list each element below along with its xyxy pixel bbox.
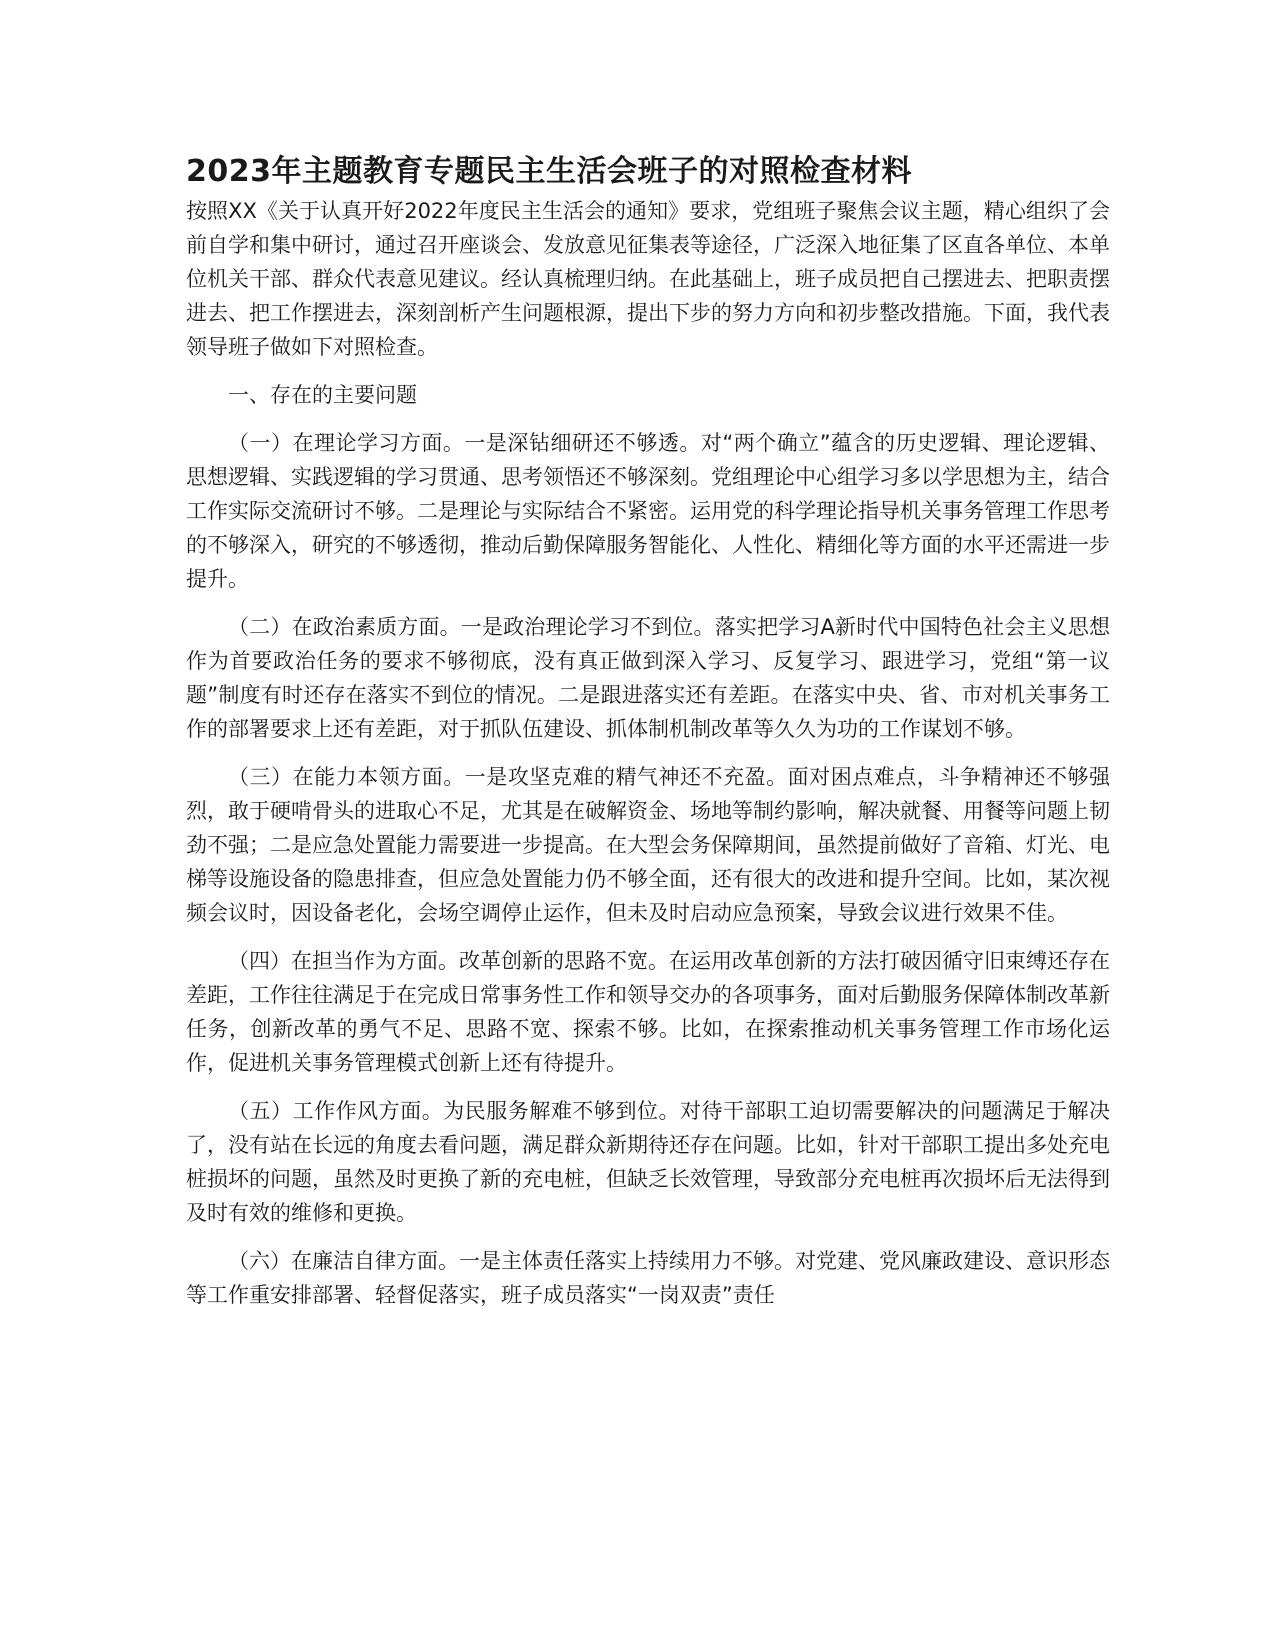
intro-paragraph: 按照XX《关于认真开好2022年度民主生活会的通知》要求，党组班子聚焦会议主题，精心组织了会前自学和集中研讨，通过召开座谈会、发放意见征集表等途径，广泛深入地征集了区直各单位、本单位机关干部、群众代表意见建议。经认真梳理归纳。在此基础上，班子成员把自己摆进去、把职责摆进去、把工作摆进去，深刻剖析产生问题根源，提出下步的努力方向和初步整改措施。下面，我代表领导班子做如下对照检查。: [186, 199, 1110, 359]
document-body: [186, 150, 1110, 1326]
section-theory-study: （一）在理论学习方面。一是深钻细研还不够透。对“两个确立”蕴含的历史逻辑、理论逻辑、思想逻辑、实践逻辑的学习贯通、思考领悟还不够深刻。党组理论中心组学习多以学思想为主，结合工作实际交流研讨不够。二是理论与实际结合不紧密。运用党的科学理论指导机关事务管理工作思考的不够深入，研究的不够透彻，推动后勤保障服务智能化、人性化、精细化等方面的水平还需进一步提升。: [186, 431, 1110, 591]
section-political-quality: （二）在政治素质方面。一是政治理论学习不到位。落实把学习A新时代中国特色社会主义思想作为首要政治任务的要求不够彻底，没有真正做到深入学习、反复学习、跟进学习，党组“第一议题”制度有时还存在落实不到位的情况。二是跟进落实还有差距。在落实中央、省、市对机关事务工作的部署要求上还有差距，对于抓队伍建设、抓体制机制改革等久久为功的工作谋划不够。: [186, 615, 1110, 741]
document-title: 2023年主题教育专题民主生活会班子的对照检查材料: [186, 154, 912, 189]
section-work-style: （五）工作作风方面。为民服务解难不够到位。对待干部职工迫切需要解决的问题满足于解决了，没有站在长远的角度去看问题，满足群众新期待还存在问题。比如，针对干部职工提出多处充电桩损坏的问题，虽然及时更换了新的充电桩，但缺乏长效管理，导致部分充电桩再次损坏后无法得到及时有效的维修和更换。: [186, 1099, 1110, 1225]
section-integrity: （六）在廉洁自律方面。一是主体责任落实上持续用力不够。对党建、党风廉政建设、意识形态等工作重安排部署、轻督促落实，班子成员落实“一岗双责”责任: [186, 1249, 1110, 1307]
section-responsibility: （四）在担当作为方面。改革创新的思路不宽。在运用改革创新的方法打破因循守旧束缚还存在差距，工作往往满足于在完成日常事务性工作和领导交办的各项事务，面对后勤服务保障体制改革新任务，创新改革的勇气不足、思路不宽、探索不够。比如，在探索推动机关事务管理工作市场化运作，促进机关事务管理模式创新上还有待提升。: [186, 949, 1110, 1075]
section-ability: （三）在能力本领方面。一是攻坚克难的精气神还不充盈。面对困点难点，斗争精神还不够强烈，敢于硬啃骨头的进取心不足，尤其是在破解资金、场地等制约影响，解决就餐、用餐等问题上韧劲不强；二是应急处置能力需要进一步提高。在大型会务保障期间，虽然提前做好了音箱、灯光、电梯等设施设备的隐患排查，但应急处置能力仍不够全面，还有很大的改进和提升空间。比如，某次视频会议时，因设备老化，会场空调停止运作，但未及时启动应急预案，导致会议进行效果不佳。: [186, 765, 1110, 925]
section-heading-main-problems: 一、存在的主要问题: [228, 383, 417, 407]
